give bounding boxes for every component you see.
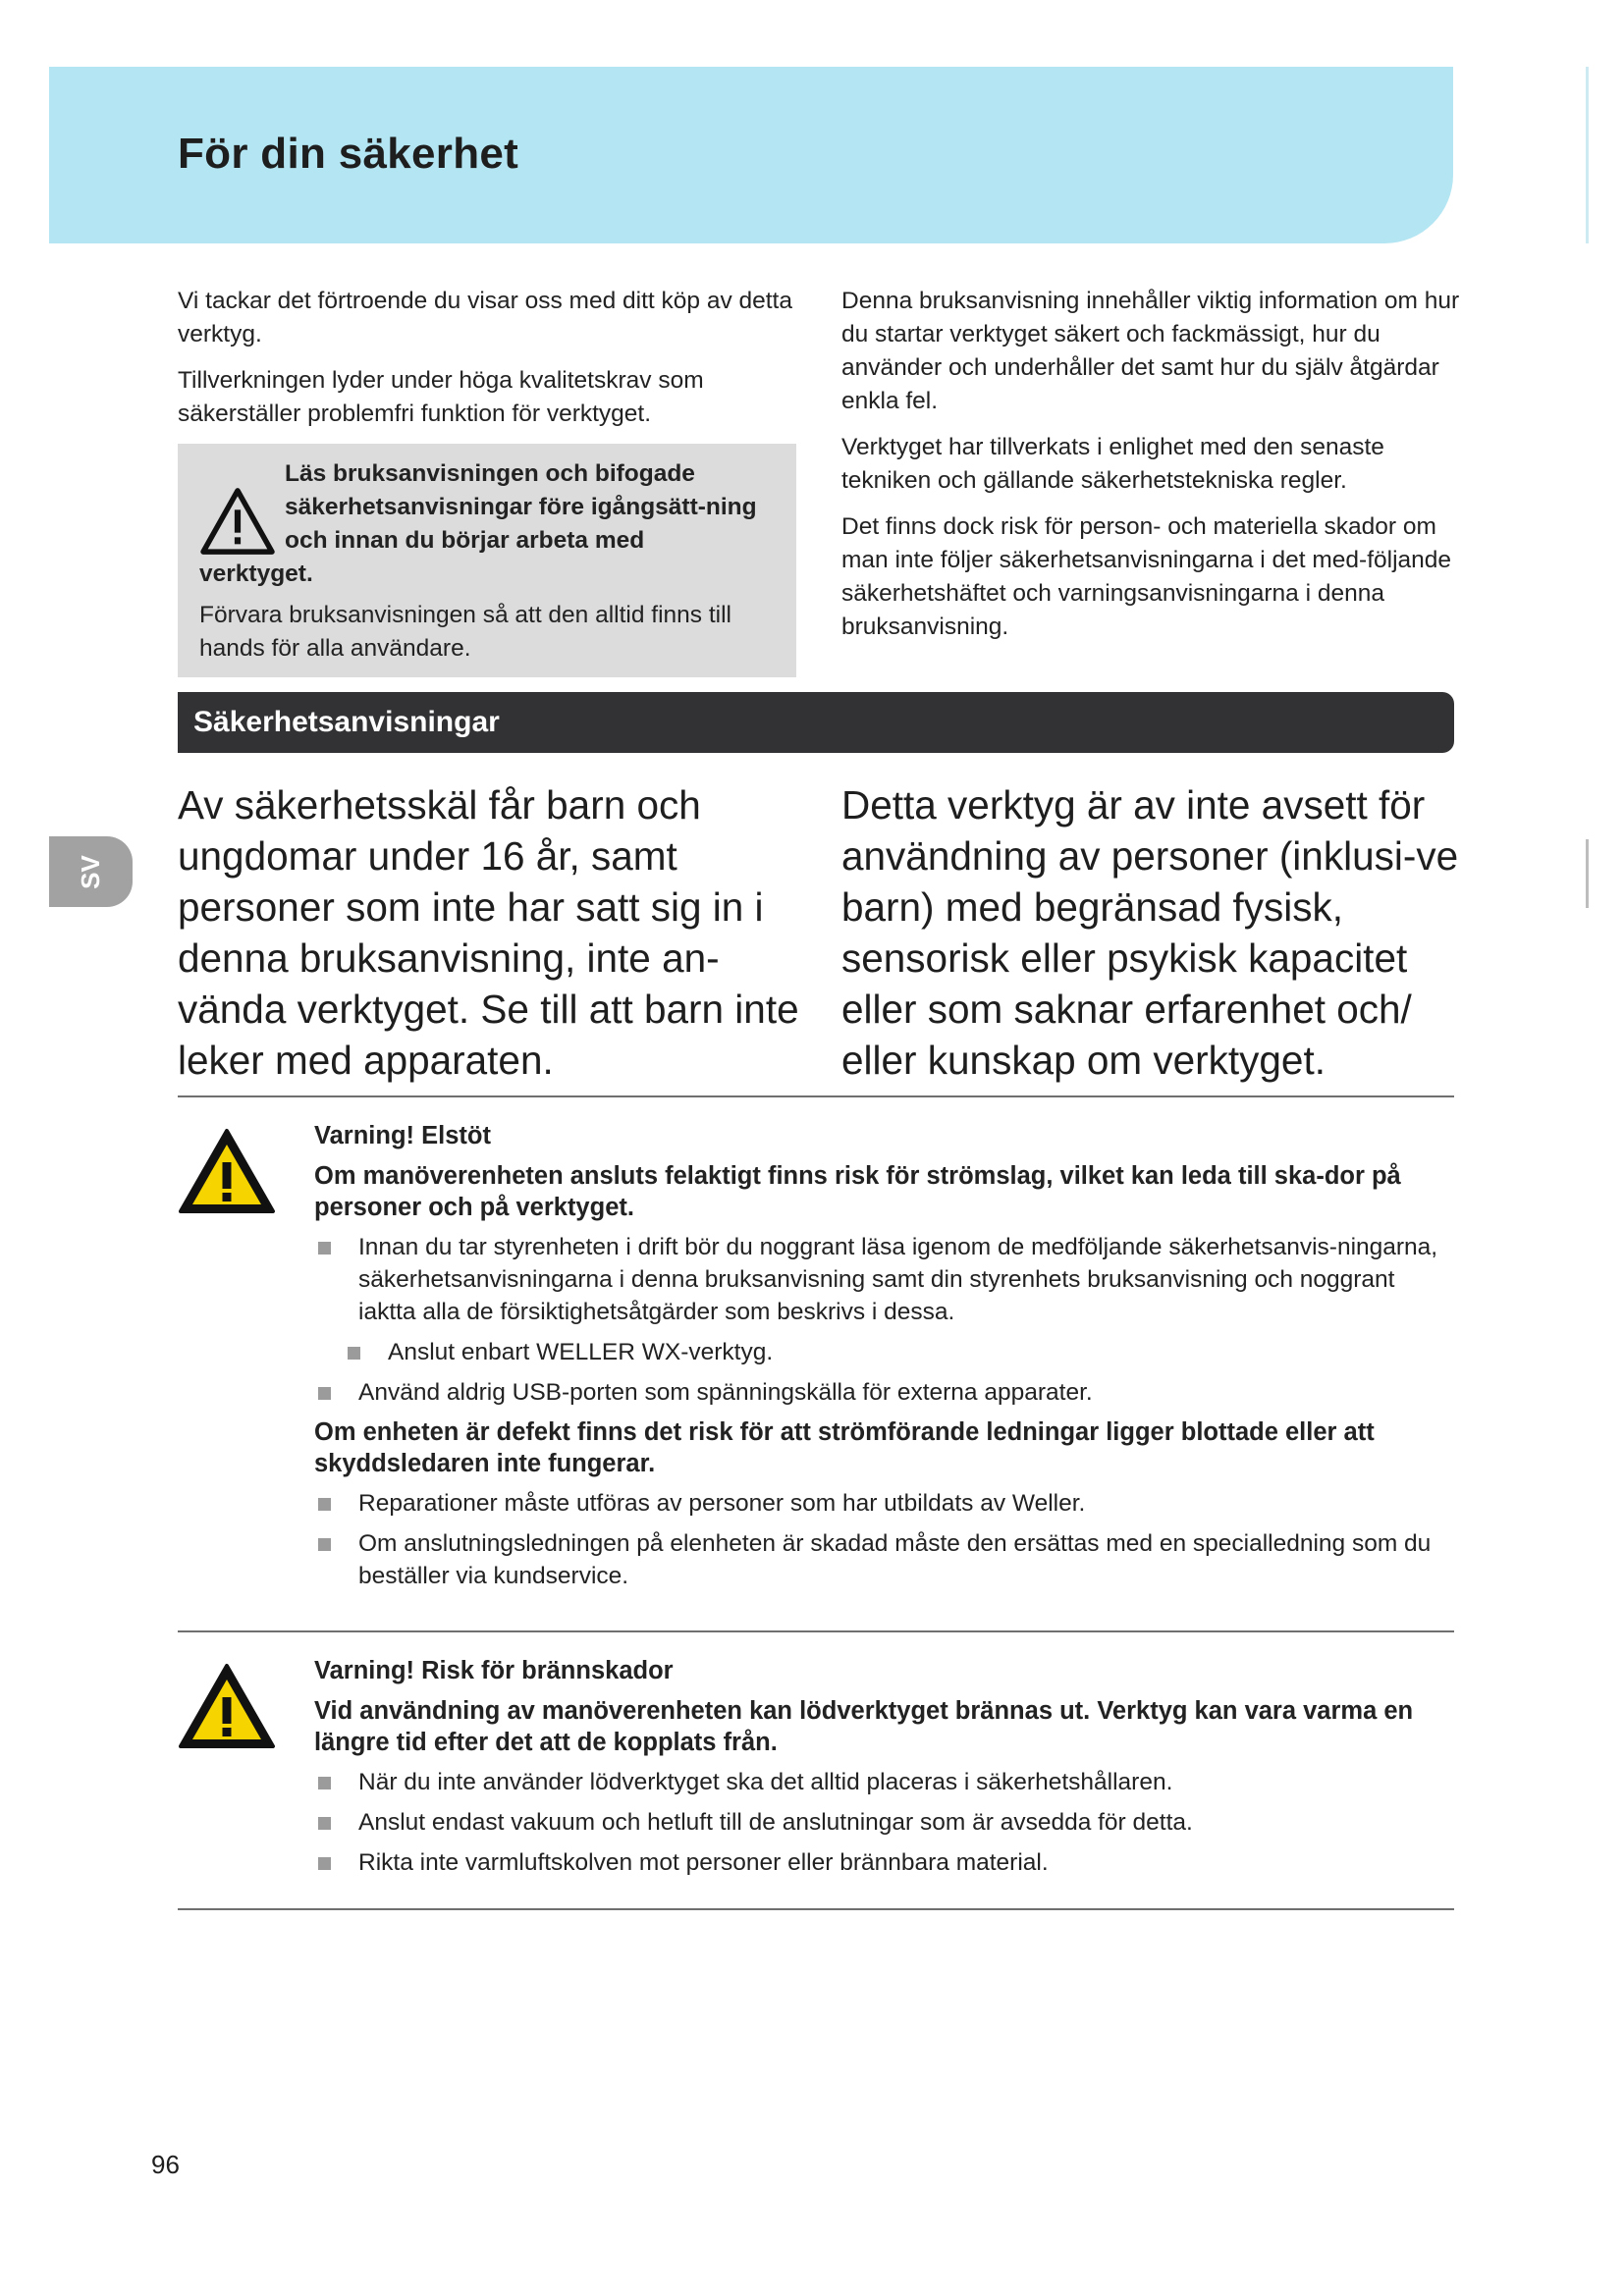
notice-heading-bold: Läs bruksanvisningen och bifogade säkerhetsanvisningar före igångsätt-ning och innan du börjar arbeta med xyxy=(285,460,757,554)
language-tab xyxy=(49,836,133,907)
warning-outline-icon xyxy=(199,487,276,556)
section-heading: Säkerhetsanvisningar xyxy=(193,706,500,738)
notice-heading-tail: verktyget. xyxy=(199,561,313,587)
warning-title: Varning! Risk för brännskador xyxy=(314,1657,674,1684)
list-item: När du inte använder lödverktyget ska det alltid placeras i säkerhetshållaren. xyxy=(314,1766,1443,1798)
capacity-safety-statement: Detta verktyg är av inte avsett för användning av personer (inklusi-ve barn) med begränsad fysisk, sensorisk eller psykisk kapacitet eller som saknar erfarenhet och/ eller kunskap om verktyget. xyxy=(841,782,1459,1083)
warning-emphasis: Vid användning av manöverenheten kan lödverktyget brännas ut. Verktyg kan vara varma en längre tid efter det att de kopplats från. xyxy=(314,1697,1414,1756)
list-item: Reparationer måste utföras av personer som har utbildats av Weller. xyxy=(314,1487,1443,1520)
warning-emphasis: Om manöverenheten ansluts felaktigt finns risk för strömslag, vilket kan leda till ska-dor på personer och på verktyget. xyxy=(314,1162,1401,1221)
list-item: Anslut endast vakuum och hetluft till de anslutningar som är avsedda för detta. xyxy=(314,1806,1443,1839)
intro-left-column xyxy=(178,285,796,677)
sub-bullet-list xyxy=(314,1336,1443,1368)
language-tab-label: SV xyxy=(76,854,105,889)
warning-content xyxy=(314,1119,1443,1600)
page-number: 96 xyxy=(151,2150,180,2179)
intro-paragraph: Det finns dock risk för person- och materiella skador om man inte följer säkerhetsanvisningarna i det med-följande säkerhetshäftet och varningsanvisningarna i denna bruksanvisning. xyxy=(841,513,1452,640)
divider xyxy=(178,1095,1454,1097)
intro-paragraph: Tillverkningen lyder under höga kvalitetskrav som säkerställer problemfri funktion för verktyget. xyxy=(178,367,704,427)
list-item: Använd aldrig USB-porten som spänningskälla för externa apparater. xyxy=(314,1376,1443,1409)
divider xyxy=(178,1908,1454,1910)
intro-paragraph: Vi tackar det förtroende du visar oss med ditt köp av detta verktyg. xyxy=(178,288,792,347)
section-heading-bar xyxy=(178,692,1454,753)
warning-content xyxy=(314,1654,1443,1887)
warning-triangle-icon xyxy=(178,1662,276,1750)
intro-paragraph: Verktyget har tillverkats i enlighet med den senaste tekniken och gällande säkerhetstekniska regler. xyxy=(841,434,1384,494)
warning-triangle-icon xyxy=(178,1127,276,1215)
notice-text: Förvara bruksanvisningen så att den alltid finns till hands för alla användare. xyxy=(199,602,732,662)
intro-right-column xyxy=(841,285,1465,657)
bullet-list xyxy=(314,1766,1443,1879)
list-item: Innan du tar styrenheten i drift bör du noggrant läsa igenom de medföljande säkerhetsanvis-ningarna, säkerhetsanvisningarna i denna bruksanvisning samt din styrenhets bruksanvisning och noggrant iaktta alla de försiktighetsåtgärder som beskrivs i dessa. xyxy=(314,1231,1443,1328)
read-manual-notice xyxy=(178,444,796,677)
edge-marker-middle xyxy=(1586,839,1589,908)
bullet-list xyxy=(314,1487,1443,1592)
bullet-list xyxy=(314,1376,1443,1409)
list-item: Rikta inte varmluftskolven mot personer eller brännbara material. xyxy=(314,1846,1443,1879)
warning-emphasis: Om enheten är defekt finns det risk för att strömförande ledningar ligger blottade eller att skyddsledaren inte fungerar. xyxy=(314,1418,1375,1477)
warning-title: Varning! Elstöt xyxy=(314,1122,491,1149)
intro-paragraph: Denna bruksanvisning innehåller viktig information om hur du startar verktyget säkert och fackmässigt, hur du använder och underhåller det samt hur du själv åtgärdar enkla fel. xyxy=(841,288,1460,414)
bullet-list xyxy=(314,1231,1443,1328)
list-item: Om anslutningsledningen på elenheten är skadad måste den ersättas med en specialledning som du beställer via kundservice. xyxy=(314,1527,1443,1592)
notice-heading xyxy=(199,457,777,591)
list-item: Anslut enbart WELLER WX-verktyg. xyxy=(314,1336,1443,1368)
divider xyxy=(178,1630,1454,1632)
edge-marker-top xyxy=(1586,67,1589,243)
children-safety-statement: Av säkerhetsskäl får barn och ungdomar under 16 år, samt personer som inte har satt sig in i denna bruksanvisning, inte an-vända verktyget. Se till att barn inte leker med apparaten. xyxy=(178,782,799,1083)
page-title: För din säkerhet xyxy=(178,130,519,178)
